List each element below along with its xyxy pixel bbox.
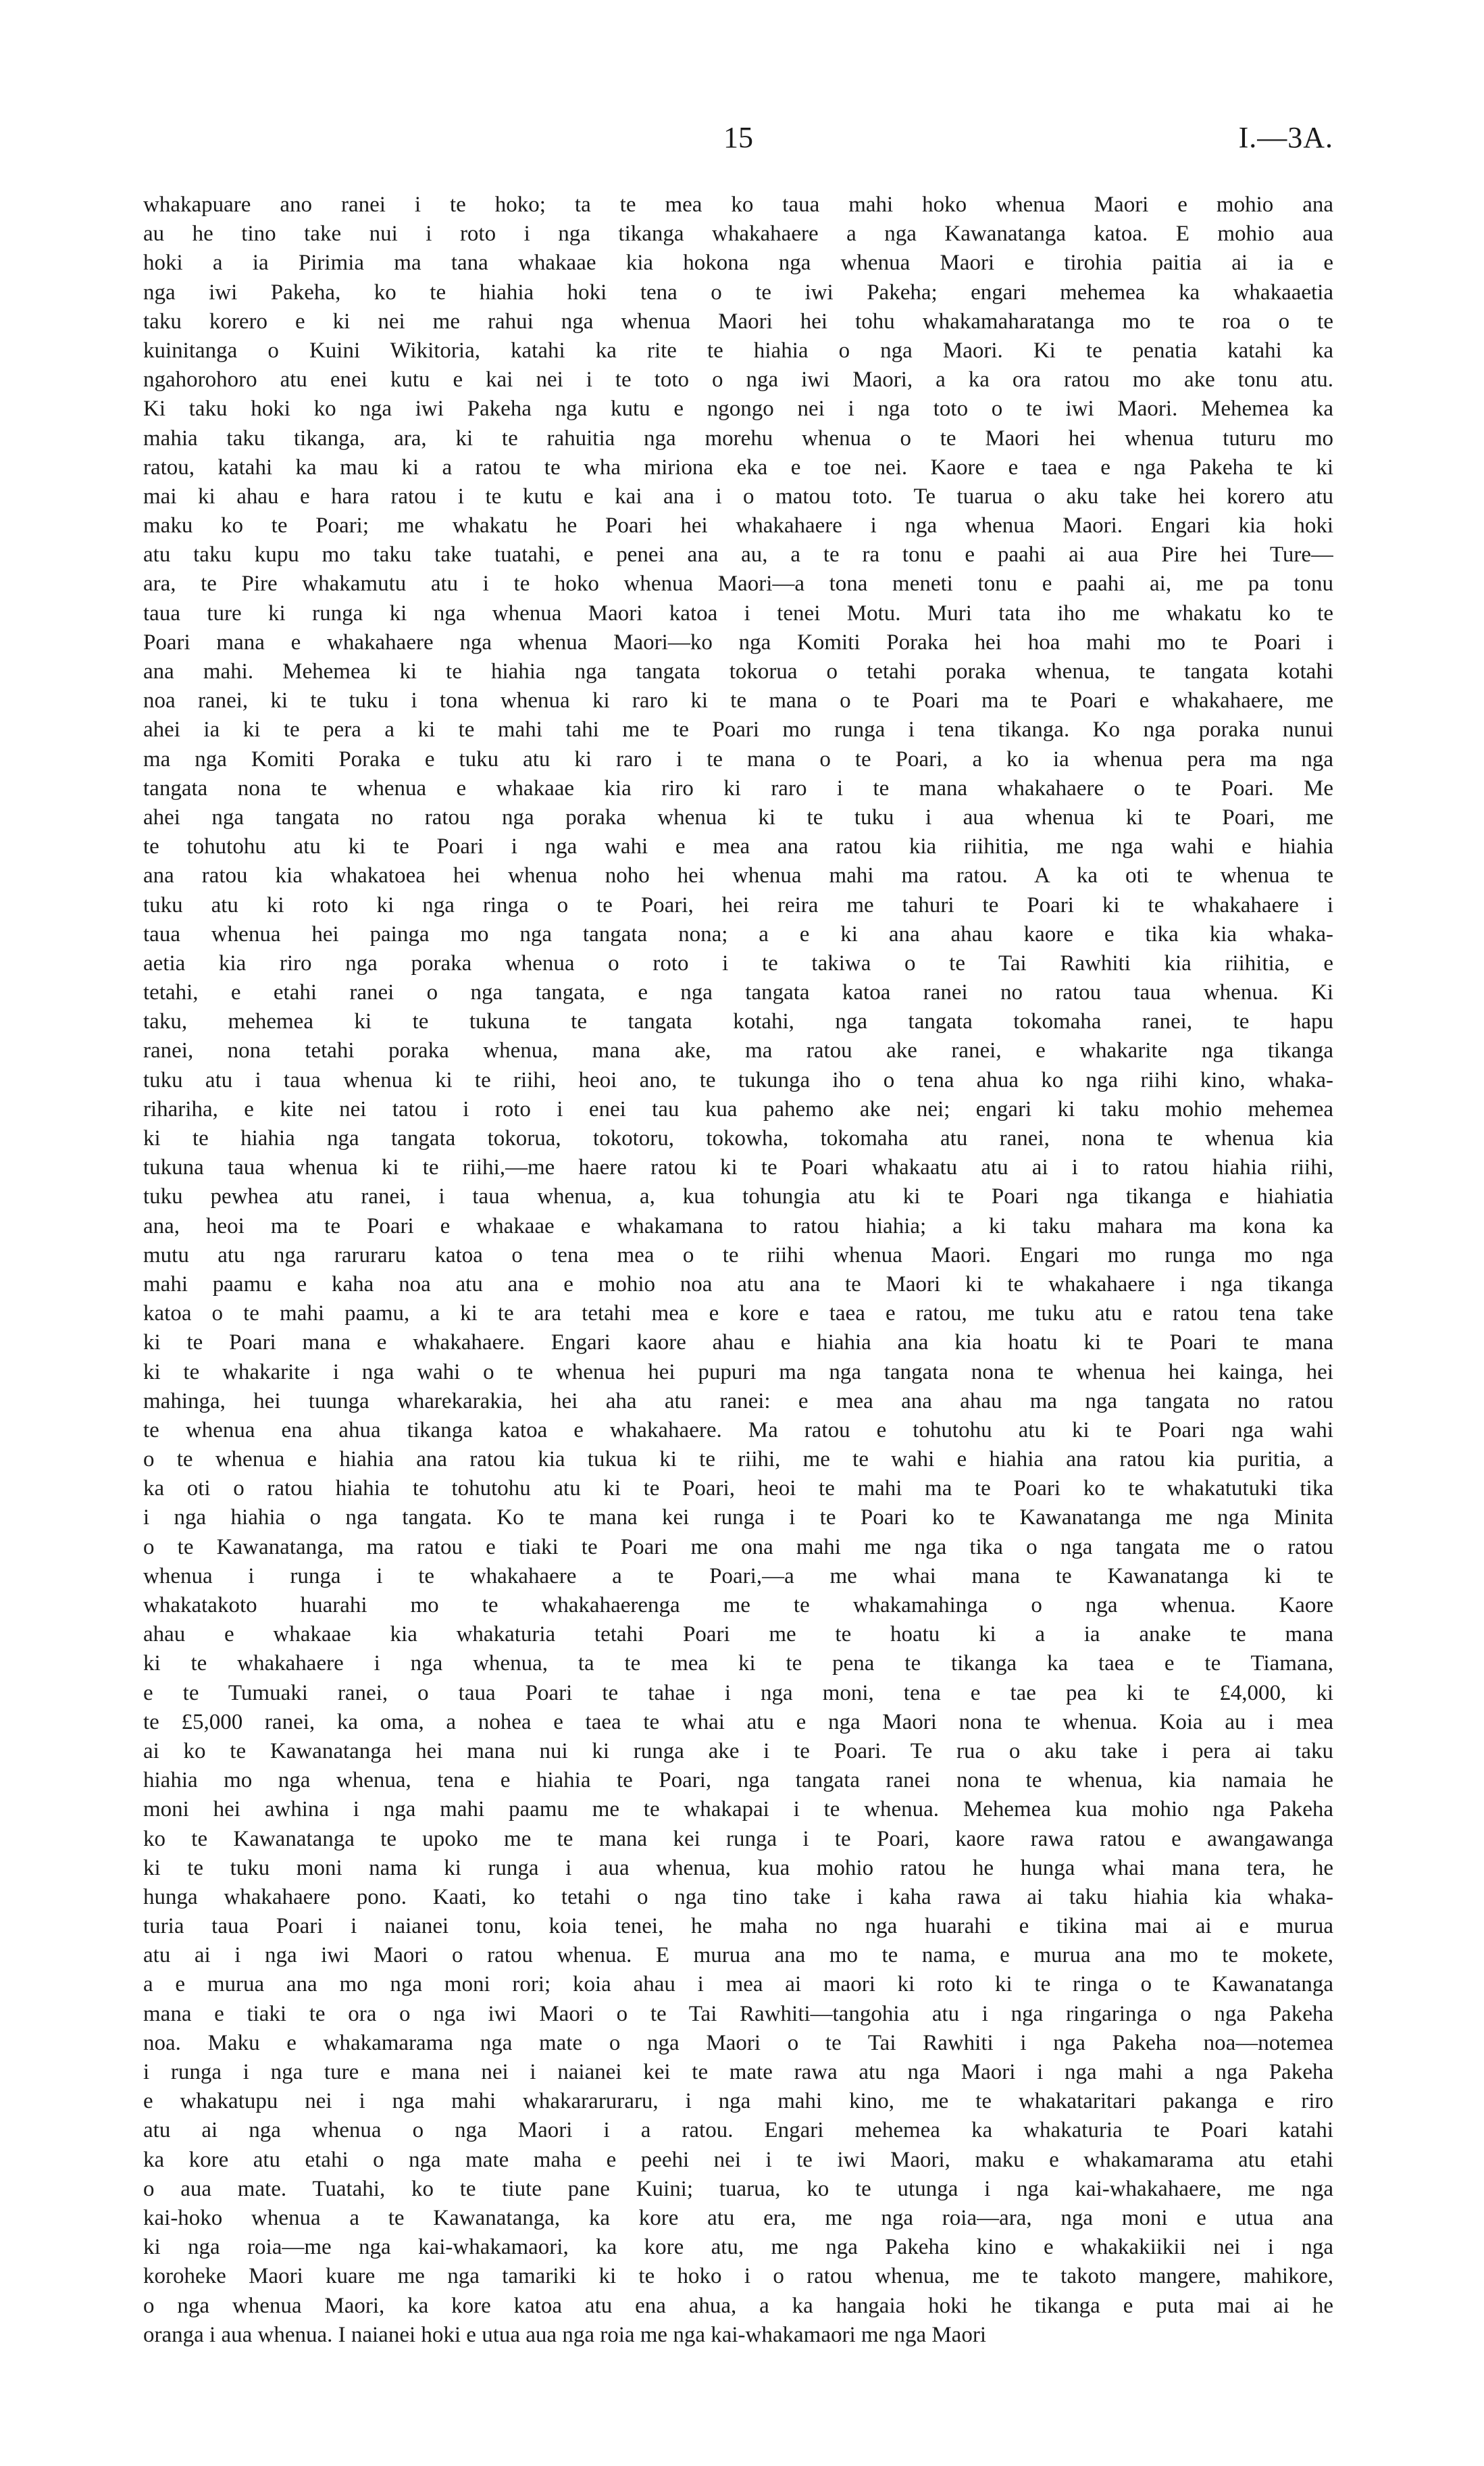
text-line: ki te hiahia nga tangata tokorua, tokotoru, tokowha, tokomaha atu ranei, nona te whenua kia xyxy=(143,1126,1333,1151)
text-line: e whakatupu nei i nga mahi whakararuraru, i nga mahi kino, me te whakataritari pakanga e riro xyxy=(143,2089,1333,2114)
text-line: a e murua ana mo nga moni rori; koia ahau i mea ai maori ki roto ki te ringa o te Kawanatanga xyxy=(143,1972,1333,1997)
text-line: ki te tuku moni nama ki runga i aua whenua, kua mohio ratou he hunga whai mana tera, he xyxy=(143,1855,1333,1880)
text-line: ki te whakarite i nga wahi o te whenua hei pupuri ma nga tangata nona te whenua hei kainga, hei xyxy=(143,1359,1333,1384)
text-line: taku korero e ki nei me rahui nga whenua Maori hei tohu whakamaharatanga mo te roa o te xyxy=(143,309,1333,334)
text-line: ai ko te Kawanatanga hei mana nui ki runga ake i te Poari. Te rua o aku take i pera ai taku xyxy=(143,1738,1333,1763)
text-line: ki te whakahaere i nga whenua, ta te mea ki te pena te tikanga ka taea e te Tiamana, xyxy=(143,1651,1333,1676)
text-line: tuku atu i taua whenua ki te riihi, heoi ano, te tukunga iho o tena ahua ko nga riihi kino, whaka- xyxy=(143,1067,1333,1092)
body-text xyxy=(143,191,1333,2350)
page-header xyxy=(143,120,1333,161)
text-line: te whenua ena ahua tikanga katoa e whakahaere. Ma ratou e tohutohu atu ki te Poari nga wahi xyxy=(143,1417,1333,1442)
document-reference: I.—3A. xyxy=(1238,121,1333,154)
text-line: kai-hoko whenua a te Kawanatanga, ka kore atu era, me nga roia—ara, nga moni e utua ana xyxy=(143,2205,1333,2230)
text-line: ranei, nona tetahi poraka whenua, mana ake, ma ratou ake ranei, e whakarite nga tikanga xyxy=(143,1038,1333,1063)
text-line: ana, heoi ma te Poari e whakaae e whakamana to ratou hiahia; a ki taku mahara ma kona ka xyxy=(143,1213,1333,1238)
text-line: mutu atu nga raruraru katoa o tena mea o te riihi whenua Maori. Engari mo runga mo nga xyxy=(143,1242,1333,1267)
text-line: ratou, katahi ka mau ki a ratou te wha miriona eka e toe nei. Kaore e taea e nga Pakeha te ki xyxy=(143,455,1333,480)
text-line: e te Tumuaki ranei, o taua Poari te tahae i nga moni, tena e tae pea ki te £4,000, ki xyxy=(143,1680,1333,1705)
text-line: au he tino take nui i roto i nga tikanga whakahaere a nga Kawanatanga katoa. E mohio aua xyxy=(143,222,1333,247)
text-line: i runga i nga ture e mana nei i naianei kei te mate rawa atu nga Maori i nga mahi a nga Pakeha xyxy=(143,2060,1333,2084)
text-line: o te Kawanatanga, ma ratou e tiaki te Poari me ona mahi me nga tika o nga tangata me o ratou xyxy=(143,1534,1333,1559)
text-line: tangata nona te whenua e whakaae kia riro ki raro i te mana whakahaere o te Poari. Me xyxy=(143,776,1333,801)
text-line: rihariha, e kite nei tatou i roto i enei tau kua pahemo ake nei; engari ki taku mohio mehemea xyxy=(143,1097,1333,1122)
text-line: tuku pewhea atu ranei, i taua whenua, a, kua tohungia atu ki te Poari nga tikanga e hiahiatia xyxy=(143,1184,1333,1209)
text-line: ahei nga tangata no ratou nga poraka whenua ki te tuku i aua whenua ki te Poari, me xyxy=(143,805,1333,830)
text-line: taku, mehemea ki te tukuna te tangata kotahi, nga tangata tokomaha ranei, te hapu xyxy=(143,1009,1333,1034)
text-line: ma nga Komiti Poraka e tuku atu ki raro i te mana o te Poari, a ko ia whenua pera ma nga xyxy=(143,747,1333,772)
text-line: ara, te Pire whakamutu atu i te hoko whenua Maori—a tona meneti tonu e paahi ai, me pa tonu xyxy=(143,572,1333,597)
text-line: atu ai i nga iwi Maori o ratou whenua. E murua ana mo te nama, e murua ana mo te mokete, xyxy=(143,1943,1333,1968)
text-line: mahia taku tikanga, ara, ki te rahuitia nga morehu whenua o te Maori hei whenua tuturu mo xyxy=(143,426,1333,451)
text-line: noa ranei, ki te tuku i tona whenua ki raro ki te mana o te Poari ma te Poari e whakahaere, me xyxy=(143,688,1333,713)
text-line: Ki taku hoki ko nga iwi Pakeha nga kutu e ngongo nei i nga toto o te iwi Maori. Mehemea ka xyxy=(143,397,1333,422)
text-line: tukuna taua whenua ki te riihi,—me haere ratou ki te Poari whakaatu atu ai i to ratou hiahia riihi, xyxy=(143,1155,1333,1180)
text-line: hunga whakahaere pono. Kaati, ko tetahi o nga tino take i kaha rawa ai taku hiahia kia whaka- xyxy=(143,1884,1333,1909)
text-line: ahei ia ki te pera a ki te mahi tahi me te Poari mo runga i tena tikanga. Ko nga poraka nunui xyxy=(143,718,1333,743)
text-line: aetia kia riro nga poraka whenua o roto i te takiwa o te Tai Rawhiti kia riihitia, e xyxy=(143,951,1333,976)
text-line: o aua mate. Tuatahi, ko te tiute pane Kuini; tuarua, ko te utunga i nga kai-whakahaere, me nga xyxy=(143,2176,1333,2201)
text-line: ka kore atu etahi o nga mate maha e peehi nei i te iwi Maori, maku e whakamarama atu etahi xyxy=(143,2147,1333,2172)
text-line: nga iwi Pakeha, ko te hiahia hoki tena o te iwi Pakeha; engari mehemea ka whakaaetia xyxy=(143,280,1333,305)
text-line: ahau e whakaae kia whakaturia tetahi Poari me te hoatu ki a ia anake te mana xyxy=(143,1622,1333,1647)
text-line: turia taua Poari i naianei tonu, koia tenei, he maha no nga huarahi e tikina mai ai e murua xyxy=(143,1914,1333,1939)
text-line: ko te Kawanatanga te upoko me te mana kei runga i te Poari, kaore rawa ratou e awangawanga xyxy=(143,1826,1333,1851)
page-number: 15 xyxy=(723,121,753,154)
text-line: maku ko te Poari; me whakatu he Poari hei whakahaere i nga whenua Maori. Engari kia hoki xyxy=(143,513,1333,538)
text-line: ana mahi. Mehemea ki te hiahia nga tangata tokorua o tetahi poraka whenua, te tangata kotahi xyxy=(143,659,1333,684)
text-line: ki te Poari mana e whakahaere. Engari kaore ahau e hiahia ana kia hoatu ki te Poari te mana xyxy=(143,1330,1333,1355)
text-line: hoki a ia Pirimia ma tana whakaae kia hokona nga whenua Maori e tirohia paitia ai ia e xyxy=(143,251,1333,276)
text-line: whenua i runga i te whakahaere a te Poari,—a me whai mana te Kawanatanga ki te xyxy=(143,1563,1333,1588)
text-line: i nga hiahia o nga tangata. Ko te mana kei runga i te Poari ko te Kawanatanga me nga Minita xyxy=(143,1505,1333,1530)
text-line: te tohutohu atu ki te Poari i nga wahi e mea ana ratou kia riihitia, me nga wahi e hiahia xyxy=(143,834,1333,859)
text-line: taua whenua hei painga mo nga tangata nona; a e ki ana ahau kaore e tika kia whaka- xyxy=(143,922,1333,947)
text-line: mahi paamu e kaha noa atu ana e mohio noa atu ana te Maori ki te whakahaere i nga tikanga xyxy=(143,1272,1333,1297)
text-line: o te whenua e hiahia ana ratou kia tukua ki te riihi, me te wahi e hiahia ana ratou kia puritia, a xyxy=(143,1447,1333,1472)
text-line: atu taku kupu mo taku take tuatahi, e penei ana au, a te ra tonu e paahi ai aua Pire hei Ture— xyxy=(143,543,1333,568)
text-line: ki nga roia—me nga kai-whakamaori, ka kore atu, me nga Pakeha kino e whakakiikii nei i nga xyxy=(143,2235,1333,2260)
text-line: koroheke Maori kuare me nga tamariki ki te hoko i o ratou whenua, me te takoto mangere, mahikore, xyxy=(143,2264,1333,2289)
text-line: mana e tiaki te ora o nga iwi Maori o te Tai Rawhiti—tangohia atu i nga ringaringa o nga Pakeha xyxy=(143,2001,1333,2026)
text-line: atu ai nga whenua o nga Maori i a ratou. Engari mehemea ka whakaturia te Poari katahi xyxy=(143,2118,1333,2143)
text-line: mahinga, hei tuunga wharekarakia, hei aha atu ranei: e mea ana ahau ma nga tangata no ratou xyxy=(143,1388,1333,1413)
text-line: te £5,000 ranei, ka oma, a nohea e taea te whai atu e nga Maori nona te whenua. Koia au i mea xyxy=(143,1709,1333,1734)
text-line: mai ki ahau e hara ratou i te kutu e kai ana i o matou toto. Te tuarua o aku take hei korero atu xyxy=(143,484,1333,509)
text-line: o nga whenua Maori, ka kore katoa atu ena ahua, a ka hangaia hoki he tikanga e puta mai ai he xyxy=(143,2293,1333,2318)
text-line: taua ture ki runga ki nga whenua Maori katoa i tenei Motu. Muri tata iho me whakatu ko te xyxy=(143,601,1333,626)
text-line: hiahia mo nga whenua, tena e hiahia te Poari, nga tangata ranei nona te whenua, kia namaia he xyxy=(143,1768,1333,1793)
text-line: tetahi, e etahi ranei o nga tangata, e nga tangata katoa ranei no ratou taua whenua. Ki xyxy=(143,980,1333,1005)
text-line: ka oti o ratou hiahia te tohutohu atu ki te Poari, heoi te mahi ma te Poari ko te whakatutuki tika xyxy=(143,1476,1333,1501)
text-line: ana ratou kia whakatoea hei whenua noho hei whenua mahi ma ratou. A ka oti te whenua te xyxy=(143,863,1333,888)
text-line: tuku atu ki roto ki nga ringa o te Poari, hei reira me tahuri te Poari ki te whakahaere i xyxy=(143,892,1333,917)
text-line: noa. Maku e whakamarama nga mate o nga Maori o te Tai Rawhiti i nga Pakeha noa—notemea xyxy=(143,2030,1333,2055)
text-line: Poari mana e whakahaere nga whenua Maori—ko nga Komiti Poraka hei hoa mahi mo te Poari i xyxy=(143,630,1333,655)
text-line: ngahorohoro atu enei kutu e kai nei i te toto o nga iwi Maori, a ka ora ratou mo ake tonu atu. xyxy=(143,368,1333,393)
text-line: oranga i aua whenua. I naianei hoki e utua aua nga roia me nga kai-whakamaori me nga Maori xyxy=(143,2322,986,2347)
text-line: whakapuare ano ranei i te hoko; ta te mea ko taua mahi hoko whenua Maori e mohio ana xyxy=(143,193,1333,217)
text-line: kuinitanga o Kuini Wikitoria, katahi ka rite te hiahia o nga Maori. Ki te penatia katahi ka xyxy=(143,338,1333,363)
text-line: moni hei awhina i nga mahi paamu me te whakapai i te whenua. Mehemea kua mohio nga Pakeha xyxy=(143,1797,1333,1822)
text-line: katoa o te mahi paamu, a ki te ara tetahi mea e kore e taea e ratou, me tuku atu e ratou tena take xyxy=(143,1301,1333,1326)
text-line: whakatakoto huarahi mo te whakahaerenga me te whakamahinga o nga whenua. Kaore xyxy=(143,1593,1333,1617)
